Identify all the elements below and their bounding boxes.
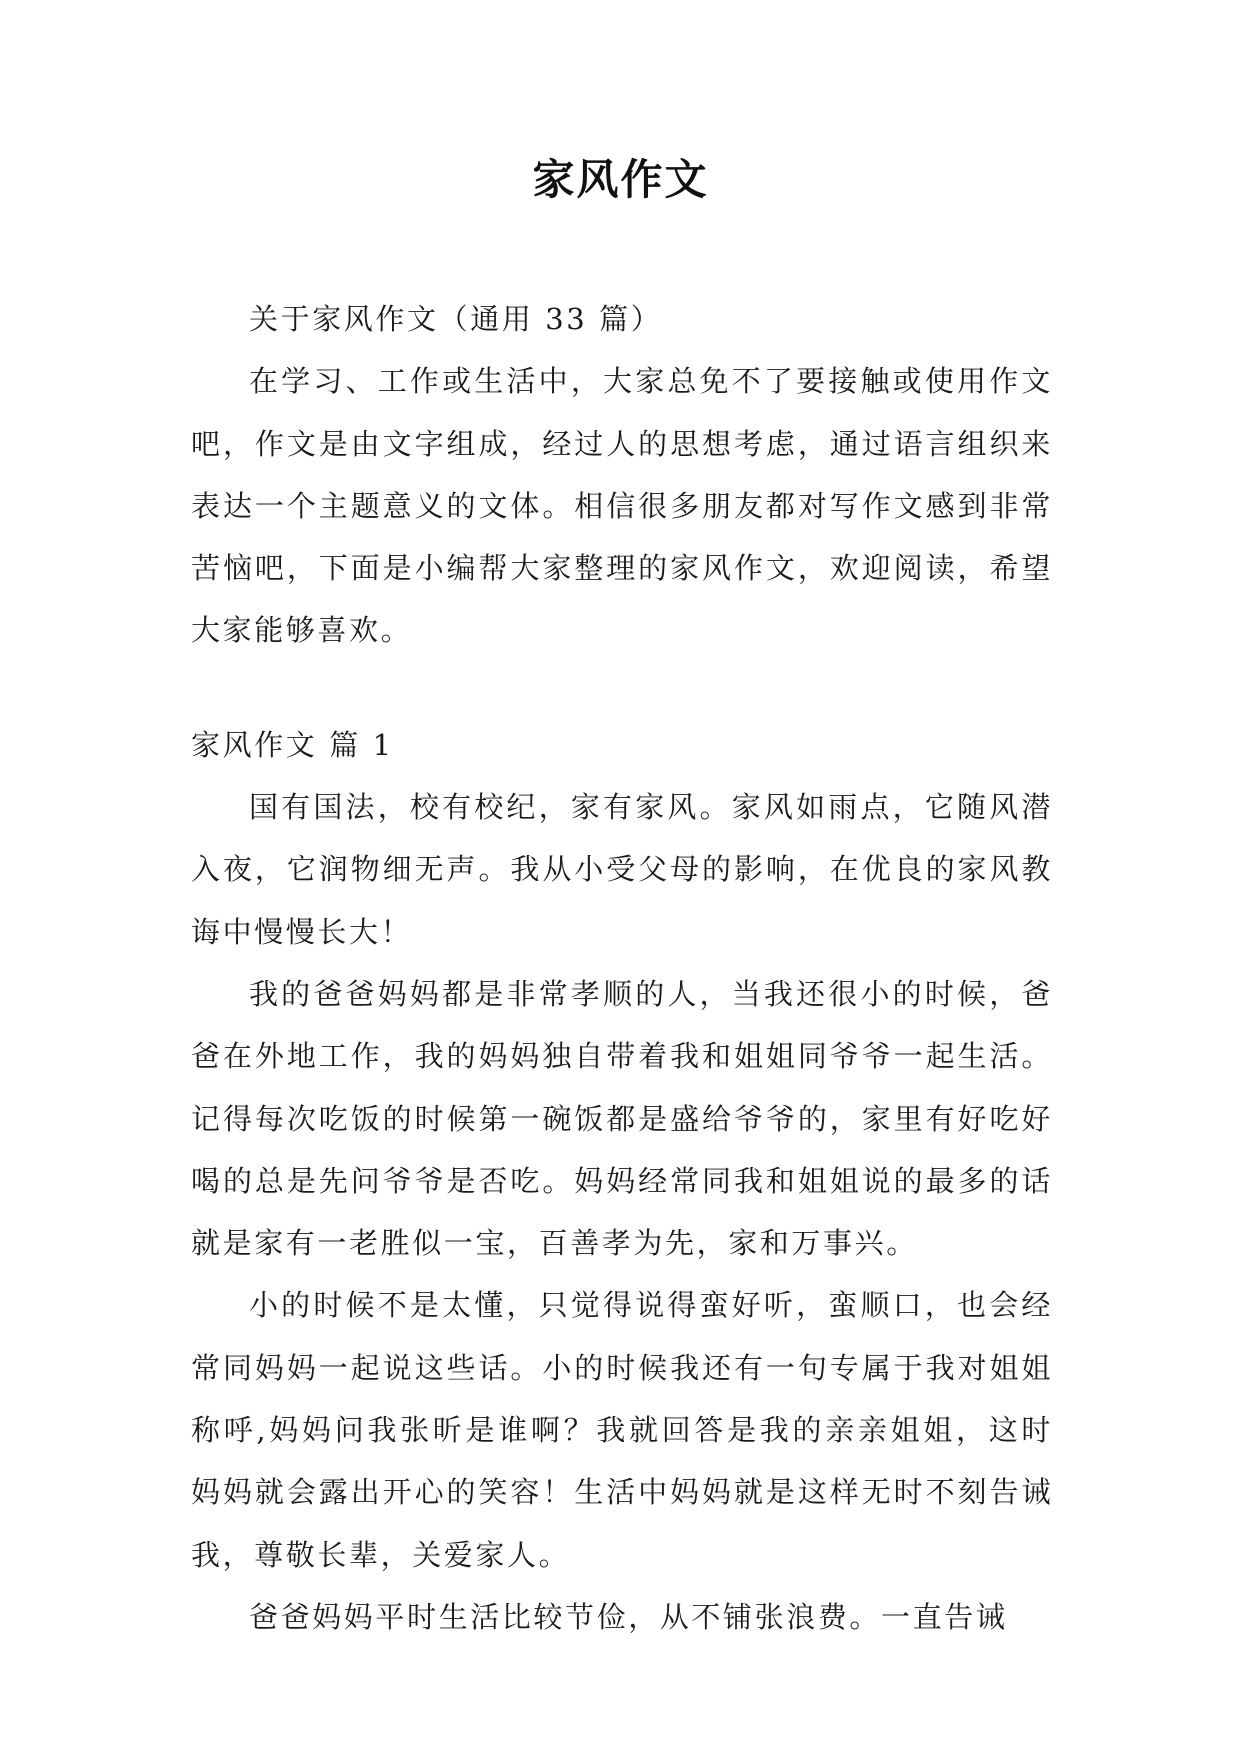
subtitle-paragraph: 关于家风作文（通用 33 篇） <box>249 302 663 336</box>
section-spacer <box>191 662 1053 714</box>
body-paragraph: 国有国法，校有校纪，家有家风。家风如雨点，它随风潜入夜，它润物细无声。我从小受父母的影响，在优良的家风教诲中慢慢长大！ <box>191 790 1053 949</box>
body-paragraph: 我的爸爸妈妈都是非常孝顺的人，当我还很小的时候，爸爸在外地工作，我的妈妈独自带着我和姐姐同爷爷一起生活。记得每次吃饭的时候第一碗饭都是盛给爷爷的，家里有好吃好喝的总是先问爷爷是否吃。妈妈经常同我和姐姐说的最多的话就是家有一老胜似一宝，百善孝为先，家和万事兴。 <box>191 976 1053 1261</box>
document-body <box>191 288 1053 1648</box>
body-paragraph: 爸爸妈妈平时生活比较节俭，从不铺张浪费。一直告诫 <box>249 1599 1008 1634</box>
intro-paragraph: 在学习、工作或生活中，大家总免不了要接触或使用作文吧，作文是由文字组成，经过人的思想考虑，通过语言组织来表达一个主题意义的文体。相信很多朋友都对写作文感到非常苦恼吧，下面是小编帮大家整理的家风作文，欢迎阅读，希望大家能够喜欢。 <box>191 364 1053 648</box>
section-heading: 家风作文 篇 1 <box>191 727 394 762</box>
document-title: 家风作文 <box>532 155 709 204</box>
body-paragraph: 小的时候不是太懂，只觉得说得蛮好听，蛮顺口，也会经常同妈妈一起说这些话。小的时候我还有一句专属于我对姐姐称呼,妈妈问我张昕是谁啊？我就回答是我的亲亲姐姐，这时妈妈就会露出开心的笑容！生活中妈妈就是这样无时不刻告诫我，尊敬长辈，关爱家人。 <box>191 1288 1053 1572</box>
